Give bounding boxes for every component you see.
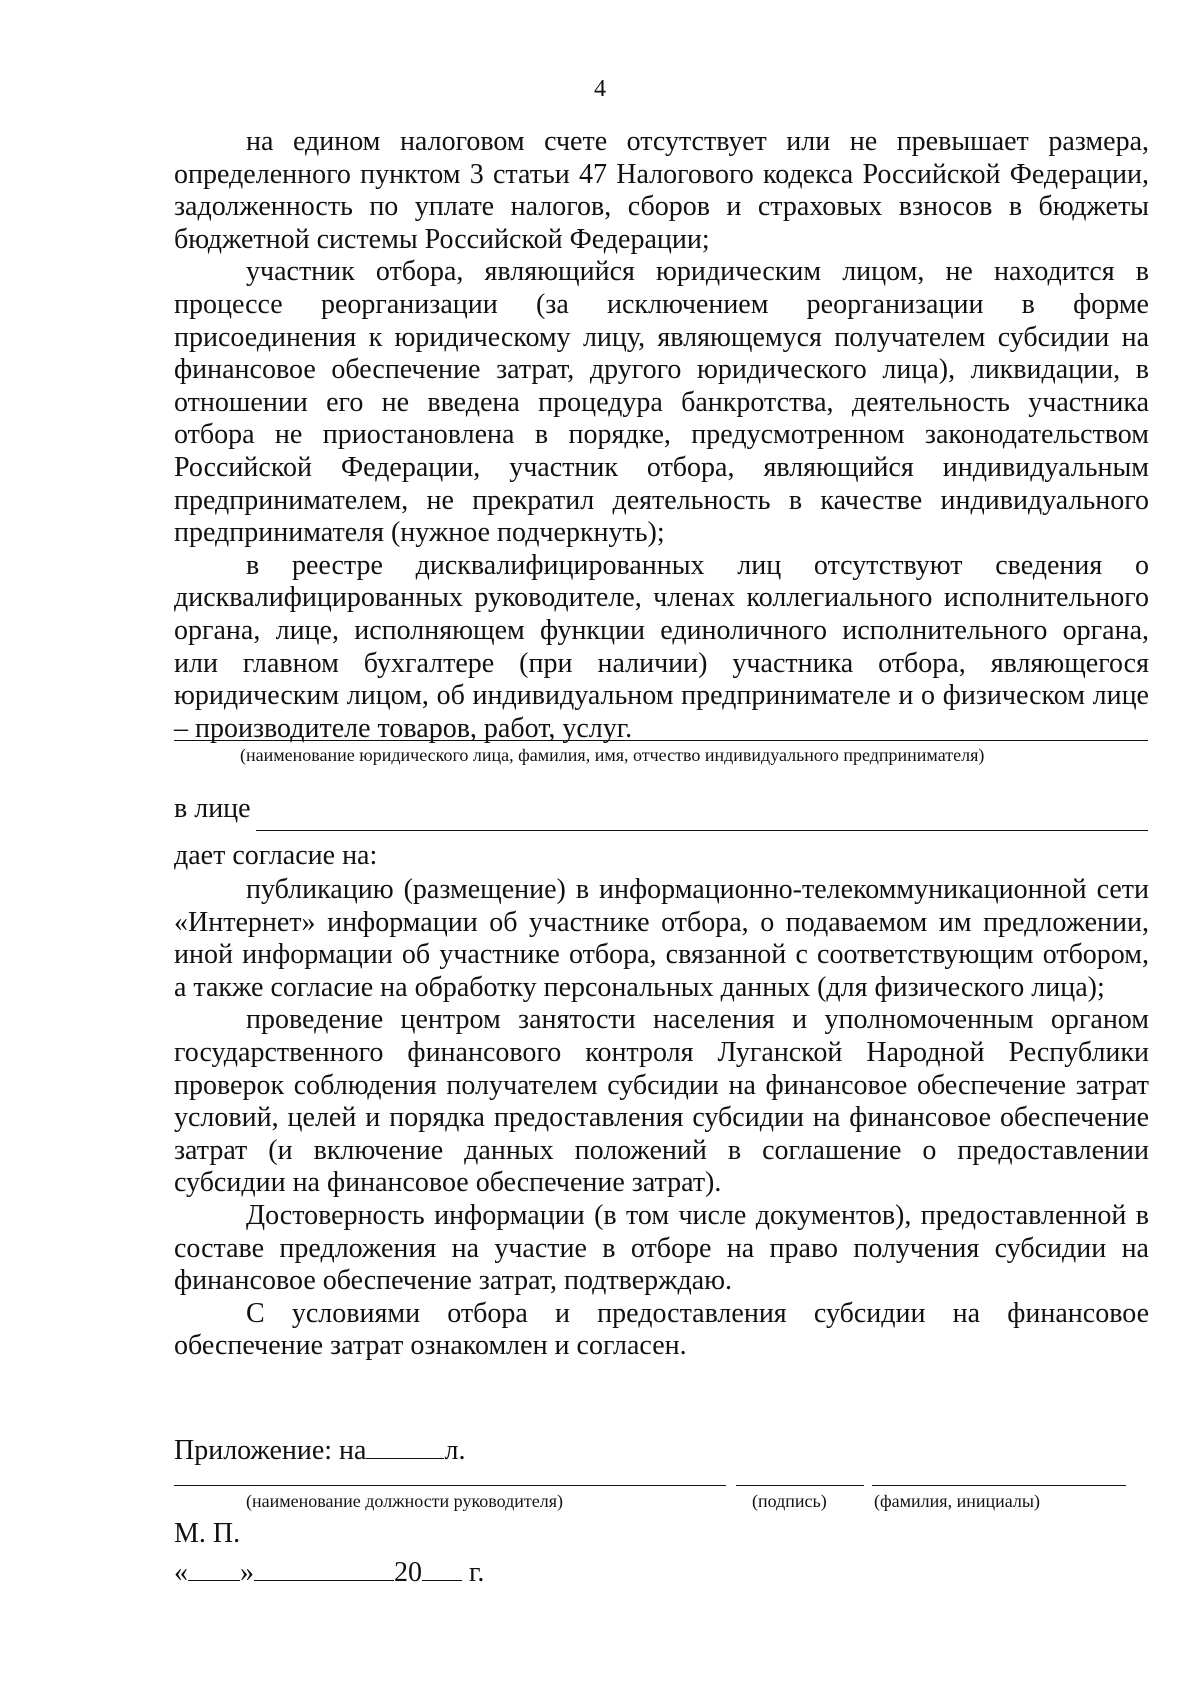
entity-name-line[interactable]: [174, 740, 1148, 741]
name-caption: (фамилия, инициалы): [874, 1491, 1040, 1511]
date-year-suffix: г.: [469, 1557, 485, 1588]
paragraph-inspection-consent: проведение центром занятости населения и уполномоченным органом государственного финансового контроля Луганской Народной Республики проверок соблюдения получателем субсидии на финансовое обеспечение затрат условий, целей и порядка предоставления субсидии на финансовое обеспечение затрат (и включение данных положений в соглашение о предоставлении субсидии на финансовое обеспечение затрат).: [174, 1004, 1149, 1199]
consent-label: дает согласие на:: [174, 840, 378, 871]
date-month-blank[interactable]: [254, 1556, 394, 1581]
paragraph-tax-debt: на едином налоговом счете отсутствует или не превышает размера, определенного пунктом 3 статьи 47 Налогового кодекса Российской Федерации, задолженность по уплате налогов, сборов и страховых взносов в бюджеты бюджетной системы Российской Федерации;: [174, 126, 1149, 255]
consent-body: [174, 874, 1149, 1363]
date-year-blank[interactable]: [422, 1556, 462, 1581]
attachment-pages-blank[interactable]: [366, 1434, 444, 1459]
paragraph-disqualified-registry: в реестре дисквалифицированных лиц отсутствуют сведения о дисквалифицированных руководителе, членах коллегиального исполнительного органа, лице, исполняющем функции единоличного исполнительного органа, или главном бухгалтере (при наличии) участника отбора, являющегося юридическим лицом, об индивидуальном предпринимателе и о физическом лице – производителе товаров, работ, услуг.: [174, 549, 1149, 744]
in-person-label: в лице: [174, 793, 251, 824]
position-caption: (наименование должности руководителя): [246, 1491, 564, 1511]
name-line[interactable]: [872, 1485, 1126, 1486]
paragraph-conditions: С условиями отбора и предоставления субсидии на финансовое обеспечение затрат ознакомлен и согласен.: [174, 1297, 1149, 1362]
entity-name-caption: (наименование юридического лица, фамилия, имя, отчество индивидуального предпринимателя): [240, 745, 985, 765]
document-body: [174, 126, 1149, 745]
attachment-prefix: Приложение: на: [174, 1435, 367, 1466]
date-year-prefix: 20: [394, 1557, 422, 1588]
date-open-quote: «: [174, 1557, 188, 1588]
stamp-label: М. П.: [174, 1518, 241, 1549]
paragraph-reorganization: участник отбора, являющийся юридическим лицом, не находится в процессе реорганизации (за исключением реорганизации в форме присоединения к юридическому лицу, являющемуся получателем субсидии на финансовое обеспечение затрат, другого юридического лица), ликвидации, в отношении его не введена процедура банкротства, деятельность участника отбора не приостановлена в порядке, предусмотренном законодательством Российской Федерации, участник отбора, являющийся индивидуальным предпринимателем, не прекратил деятельность в качестве индивидуального предпринимателя (нужное подчеркнуть);: [174, 256, 1149, 549]
paragraph-reliability: Достоверность информации (в том числе документов), предоставленной в составе предложения на участие в отборе на право получения субсидии на финансовое обеспечение затрат, подтверждаю.: [174, 1199, 1149, 1297]
signature-line[interactable]: [736, 1485, 864, 1486]
attachment-suffix: л.: [444, 1435, 466, 1466]
date-day-blank[interactable]: [188, 1556, 240, 1581]
paragraph-publication-consent: публикацию (размещение) в информационно-телекоммуникационной сети «Интернет» информации об участнике отбора, о подаваемом им предложении, иной информации об участнике отбора, связанной с соответствующим отбором, а также согласие на обработку персональных данных (для физического лица);: [174, 874, 1149, 1003]
in-person-line[interactable]: [256, 830, 1148, 831]
signature-caption: (подпись): [752, 1491, 827, 1511]
attachment-line: [174, 1434, 465, 1467]
date-line: [174, 1556, 484, 1589]
page-number: 4: [594, 76, 606, 102]
position-line[interactable]: [174, 1485, 726, 1486]
date-close-quote: »: [240, 1557, 254, 1588]
